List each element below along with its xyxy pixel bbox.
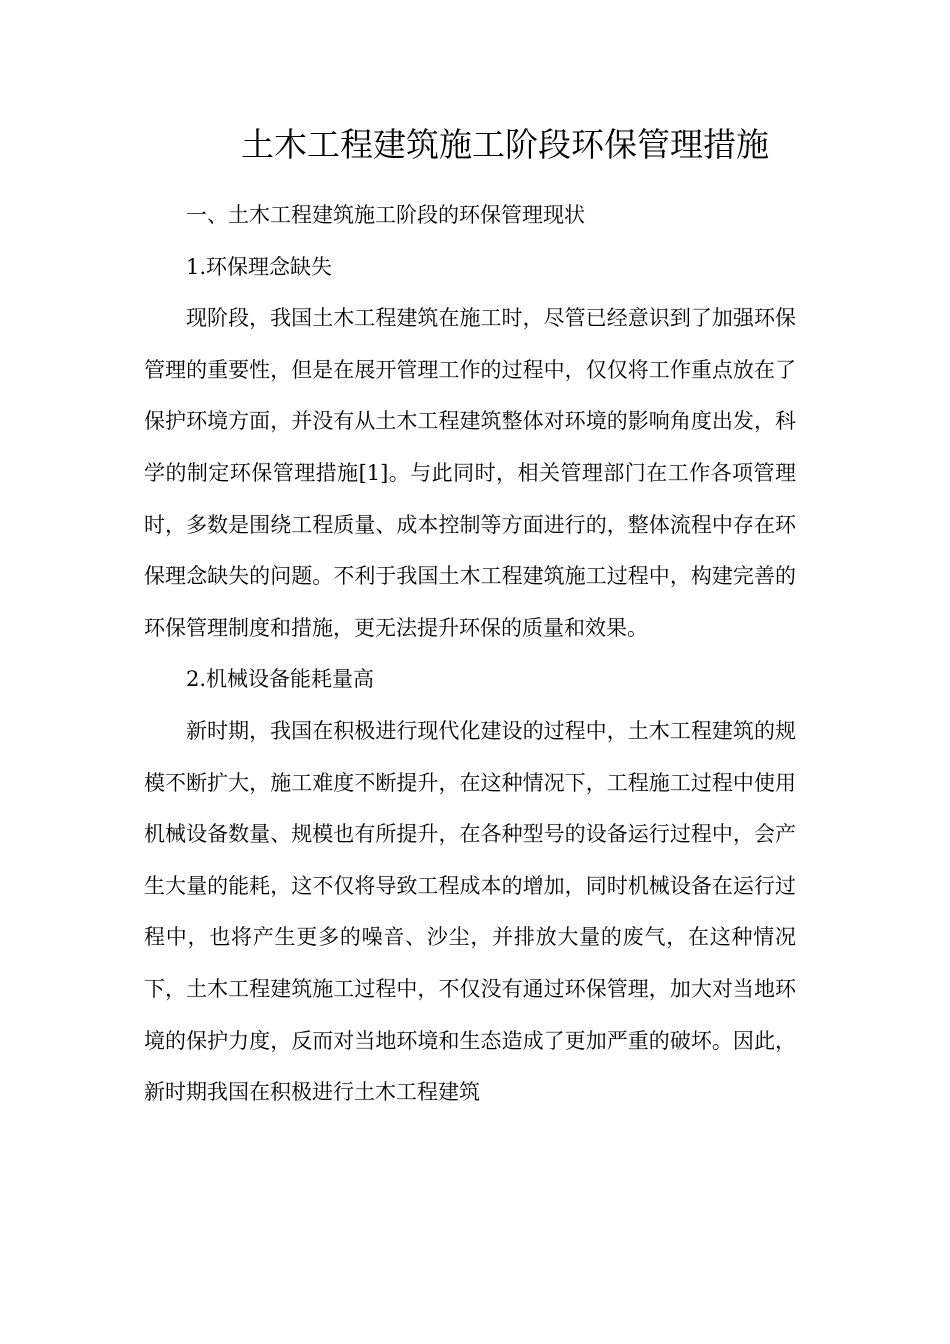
body-paragraph: 新时期，我国在积极进行现代化建设的过程中，土木工程建筑的规模不断扩大，施工难度不断提升，在这种情况下，工程施工过程中使用机械设备数量、规模也有所提升，在各种型号的设备运行过程中，会产生大量的能耗，这不仅将导致工程成本的增加，同时机械设备在运行过程中，也将产生更多的噪音、沙尘，并排放大量的废气，在这种情况下，土木工程建筑施工过程中，不仅没有通过环保管理，加大对当地环境的保护力度，反而对当地环境和生态造成了更加严重的破坏。因此，新时期我国在积极进行土木工程建筑	[144, 718, 796, 1105]
document-title: 土木工程建筑施工阶段环保管理措施	[241, 125, 769, 164]
subsection-heading: 1.环保理念缺失	[186, 254, 333, 279]
subsection-heading: 2.机械设备能耗量高	[186, 667, 375, 692]
section-heading: 一、土木工程建筑施工阶段的环保管理现状	[186, 203, 585, 227]
document-body	[144, 190, 796, 1119]
body-paragraph: 现阶段，我国土木工程建筑在施工时，尽管已经意识到了加强环保管理的重要性，但是在展开管理工作的过程中，仅仅将工作重点放在了保护环境方面，并没有从土木工程建筑整体对环境的影响角度出发，科学的制定环保管理措施[1]。与此同时，相关管理部门在工作各项管理时，多数是围绕工程质量、成本控制等方面进行的，整体流程中存在环保理念缺失的问题。不利于我国土木工程建筑施工过程中，构建完善的环保管理制度和措施，更无法提升环保的质量和效果。	[144, 306, 796, 640]
